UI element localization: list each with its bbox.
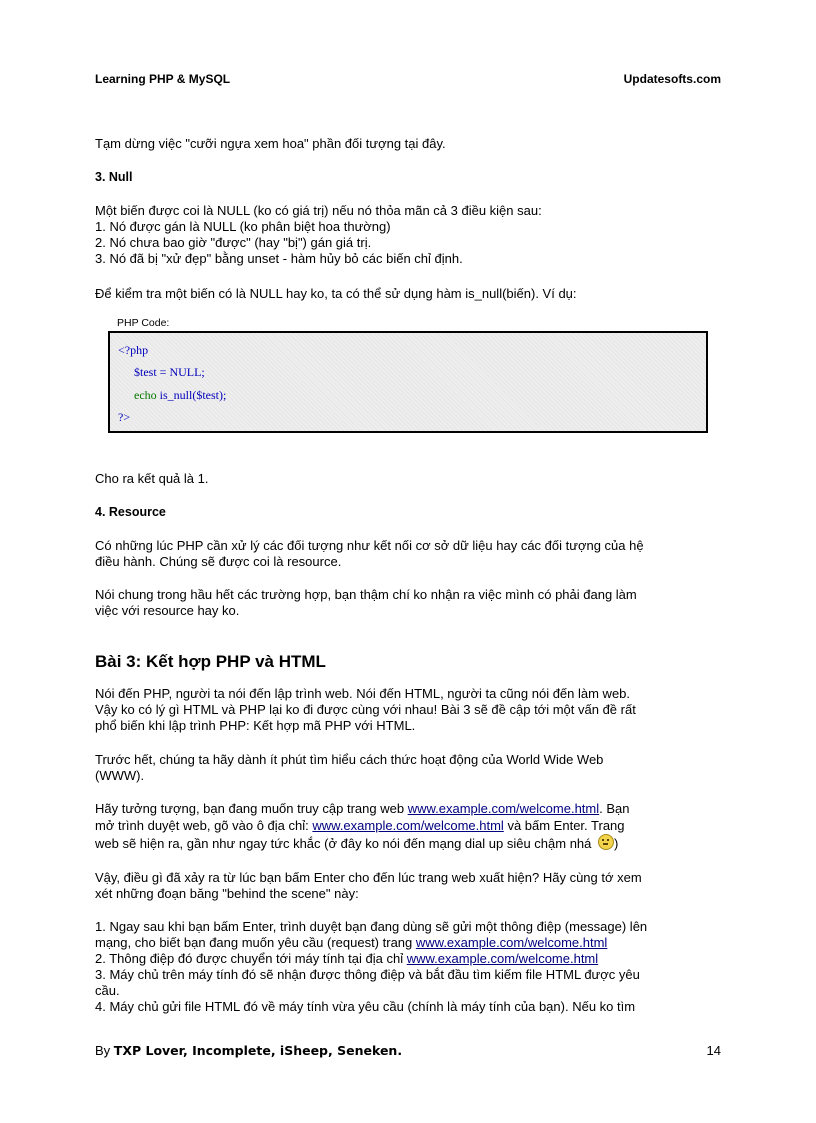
null-description [95, 203, 721, 267]
code-assign-rest: = NULL; [156, 365, 205, 379]
intro-paragraph: Tạm dừng việc "cưỡi ngựa xem hoa" phần đối tượng tại đây. [95, 136, 446, 151]
step-2: 2. Thông điệp đó được chuyển tới máy tính tại địa chỉ www.example.com/welcome.html [95, 951, 599, 966]
resource-paragraph-2 [95, 587, 721, 619]
null-line-3: 3. Nó đã bị "xử đẹp" bằng unset - hàm hủy bỏ các biến chỉ định. [95, 251, 463, 266]
lesson-paragraph-3 [95, 800, 721, 852]
step-3-line2: cầu. [95, 983, 120, 998]
lesson-p1-line1: Nói đến PHP, người ta nói đến lập trình web. Nói đến HTML, người ta cũng nói đến làm web. [95, 686, 631, 701]
lesson-p2-line1: Trước hết, chúng ta hãy dành ít phút tìm hiểu cách thức hoạt động của World Wide Web [95, 752, 604, 767]
footer-authors: By TXP Lover, Incomplete, iSheep, Seneken. [95, 1043, 403, 1058]
code-echo-keyword: echo [134, 388, 157, 402]
null-line-intro: Một biến được coi là NULL (ko có giá trị) nếu nó thỏa mãn cả 3 điều kiện sau: [95, 203, 542, 218]
example-link[interactable]: www.example.com/welcome.html [312, 818, 504, 833]
null-line-2: 2. Nó chưa bao giờ "được" (hay "bị") gán giá trị. [95, 235, 372, 250]
code-var: $test [134, 365, 157, 379]
lesson-steps [95, 919, 721, 1015]
lesson-p3-line1: Hãy tưởng tượng, bạn đang muốn truy cập trang web www.example.com/welcome.html. Bạn [95, 801, 630, 816]
null-line-1: 1. Nó được gán là NULL (ko phân biệt hoa thường) [95, 219, 391, 234]
code-line-echo [134, 388, 226, 403]
resource-p2-line2: việc với resource hay ko. [95, 603, 240, 618]
document-page [95, 0, 721, 1123]
step-1-line1: 1. Ngay sau khi bạn bấm Enter, trình duyệt bạn đang dùng sẽ gửi một thông điệp (message) lên [95, 919, 648, 934]
example-link[interactable]: www.example.com/welcome.html [415, 935, 608, 950]
step-1-line2: mạng, cho biết bạn đang muốn yêu cầu (request) trang www.example.com/welcome.html [95, 935, 608, 950]
php-code-block [108, 331, 708, 433]
lesson-p3-line2: mở trình duyệt web, gõ vào ô địa chỉ: www.example.com/welcome.html và bấm Enter. Trang [95, 818, 625, 833]
example-link[interactable]: www.example.com/welcome.html [406, 951, 599, 966]
smiley-emoticon-icon [598, 834, 614, 850]
lesson-p4-line2: xét những đoạn băng "behind the scene" này: [95, 886, 359, 901]
lesson-p1-line3: phổ biến khi lập trình PHP: Kết hợp mã PHP với HTML. [95, 718, 416, 733]
lesson-p2-line2: (WWW). [95, 768, 145, 783]
code-label: PHP Code: [117, 317, 170, 329]
resource-p1-line1: Có những lúc PHP cần xử lý các đối tượng như kết nối cơ sở dữ liệu hay các đối tượng của hệ [95, 538, 644, 553]
code-line-assign [134, 365, 205, 380]
page-number: 14 [706, 1043, 721, 1058]
code-close-tag: ?> [118, 410, 131, 424]
lesson-paragraph-2 [95, 752, 721, 784]
lesson-title: Bài 3: Kết hợp PHP và HTML [95, 652, 326, 671]
code-echo-rest: is_null($test); [156, 388, 227, 402]
lesson-p3-line3: web sẽ hiện ra, gần như ngay tức khắc (ở đây ko nói đến mạng dial up siêu chậm nhá ) [95, 836, 619, 851]
resource-p1-line2: điều hành. Chúng sẽ được coi là resource. [95, 554, 342, 569]
lesson-p1-line2: Vậy ko có lý gì HTML và PHP lại ko đi được cùng với nhau! Bài 3 sẽ đề cập tới một vấn đề rất [95, 702, 636, 717]
code-open-tag: <?php [118, 343, 149, 357]
lesson-paragraph-4 [95, 870, 721, 902]
step-3-line1: 3. Máy chủ trên máy tính đó sẽ nhận được thông điệp và bắt đầu tìm kiếm file HTML được yêu [95, 967, 640, 982]
result-paragraph: Cho ra kết quả là 1. [95, 471, 209, 486]
null-check-paragraph: Để kiểm tra một biến có là NULL hay ko, ta có thể sử dụng hàm is_null(biến). Ví dụ: [95, 286, 577, 301]
resource-heading: 4. Resource [95, 505, 166, 519]
step-4: 4. Máy chủ gửi file HTML đó về máy tính vừa yêu cầu (chính là máy tính của bạn). Nếu ko tìm [95, 999, 636, 1014]
resource-p2-line1: Nói chung trong hầu hết các trường hợp, bạn thậm chí ko nhận ra việc mình có phải đang làm [95, 587, 637, 602]
header-site: Updatesofts.com [623, 72, 721, 86]
resource-paragraph-1 [95, 538, 721, 570]
example-link[interactable]: www.example.com/welcome.html [407, 801, 600, 816]
header-title: Learning PHP & MySQL [95, 72, 231, 86]
lesson-paragraph-1 [95, 686, 721, 734]
null-heading: 3. Null [95, 170, 133, 184]
lesson-p4-line1: Vậy, điều gì đã xảy ra từ lúc bạn bấm Enter cho đến lúc trang web xuất hiện? Hãy cùng tớ xem [95, 870, 642, 885]
